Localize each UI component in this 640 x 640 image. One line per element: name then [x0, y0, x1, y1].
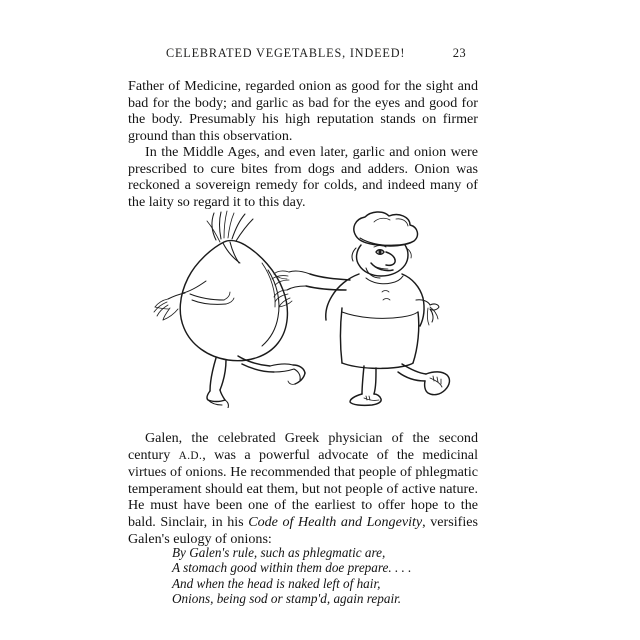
verse-line: And when the head is naked left of hair,: [172, 575, 381, 591]
running-head-title: CELEBRATED VEGETABLES, INDEED!: [166, 46, 406, 60]
chef-hat-icon: [354, 212, 418, 246]
verse-line: A stomach good within them doe prepare. . . .: [172, 560, 412, 576]
running-head: [128, 46, 478, 64]
verse-quotation: [172, 545, 492, 607]
verse-line: Onions, being sod or stamp'd, again repair.: [172, 591, 402, 607]
galen-text-part-1: Galen, the celebrated Greek physician of the second century: [128, 430, 478, 463]
onion-character-group: [154, 211, 305, 408]
body-block-top: [128, 78, 478, 144]
galen-text-part-2: , was a powerful advocate of the medicinal virtues of onions. He recommended that people of phlegmatic temperament should eat them, but not people of active nature. He must have been one of the earliest to offer hope to the bald. Sinclair, in his: [128, 446, 478, 530]
book-title-code-of-health: Code of Health and Longevity: [248, 513, 423, 530]
galen-text-part-3: , versifies Galen's eulogy of onions:: [128, 513, 478, 547]
verse-line: By Galen's rule, such as phlegmatic are,: [172, 545, 386, 560]
paragraph-galen: [128, 430, 478, 547]
page-number: 23: [452, 46, 466, 60]
body-block-bottom: [128, 430, 478, 547]
body-block-middle: [128, 144, 478, 210]
chef-character-group: [272, 212, 449, 405]
paragraph-father-of-medicine: Father of Medicine, regarded onion as good for the sight and bad for the body; and garlic as bad for the eyes and good for the body. Presumably his high reputation stands on firmer ground than this observation.: [128, 78, 478, 144]
onion-sprout-icon: [207, 211, 253, 242]
paragraph-middle-ages: In the Middle Ages, and even later, garlic and onion were prescribed to cure bites from dogs and adders. Onion was reckoned a sovereign remedy for colds, and indeed many of the laity so regard it to this day.: [128, 144, 478, 210]
small-caps-ad: A.D.: [178, 449, 203, 462]
illustration-onion-and-chef: [150, 208, 490, 408]
